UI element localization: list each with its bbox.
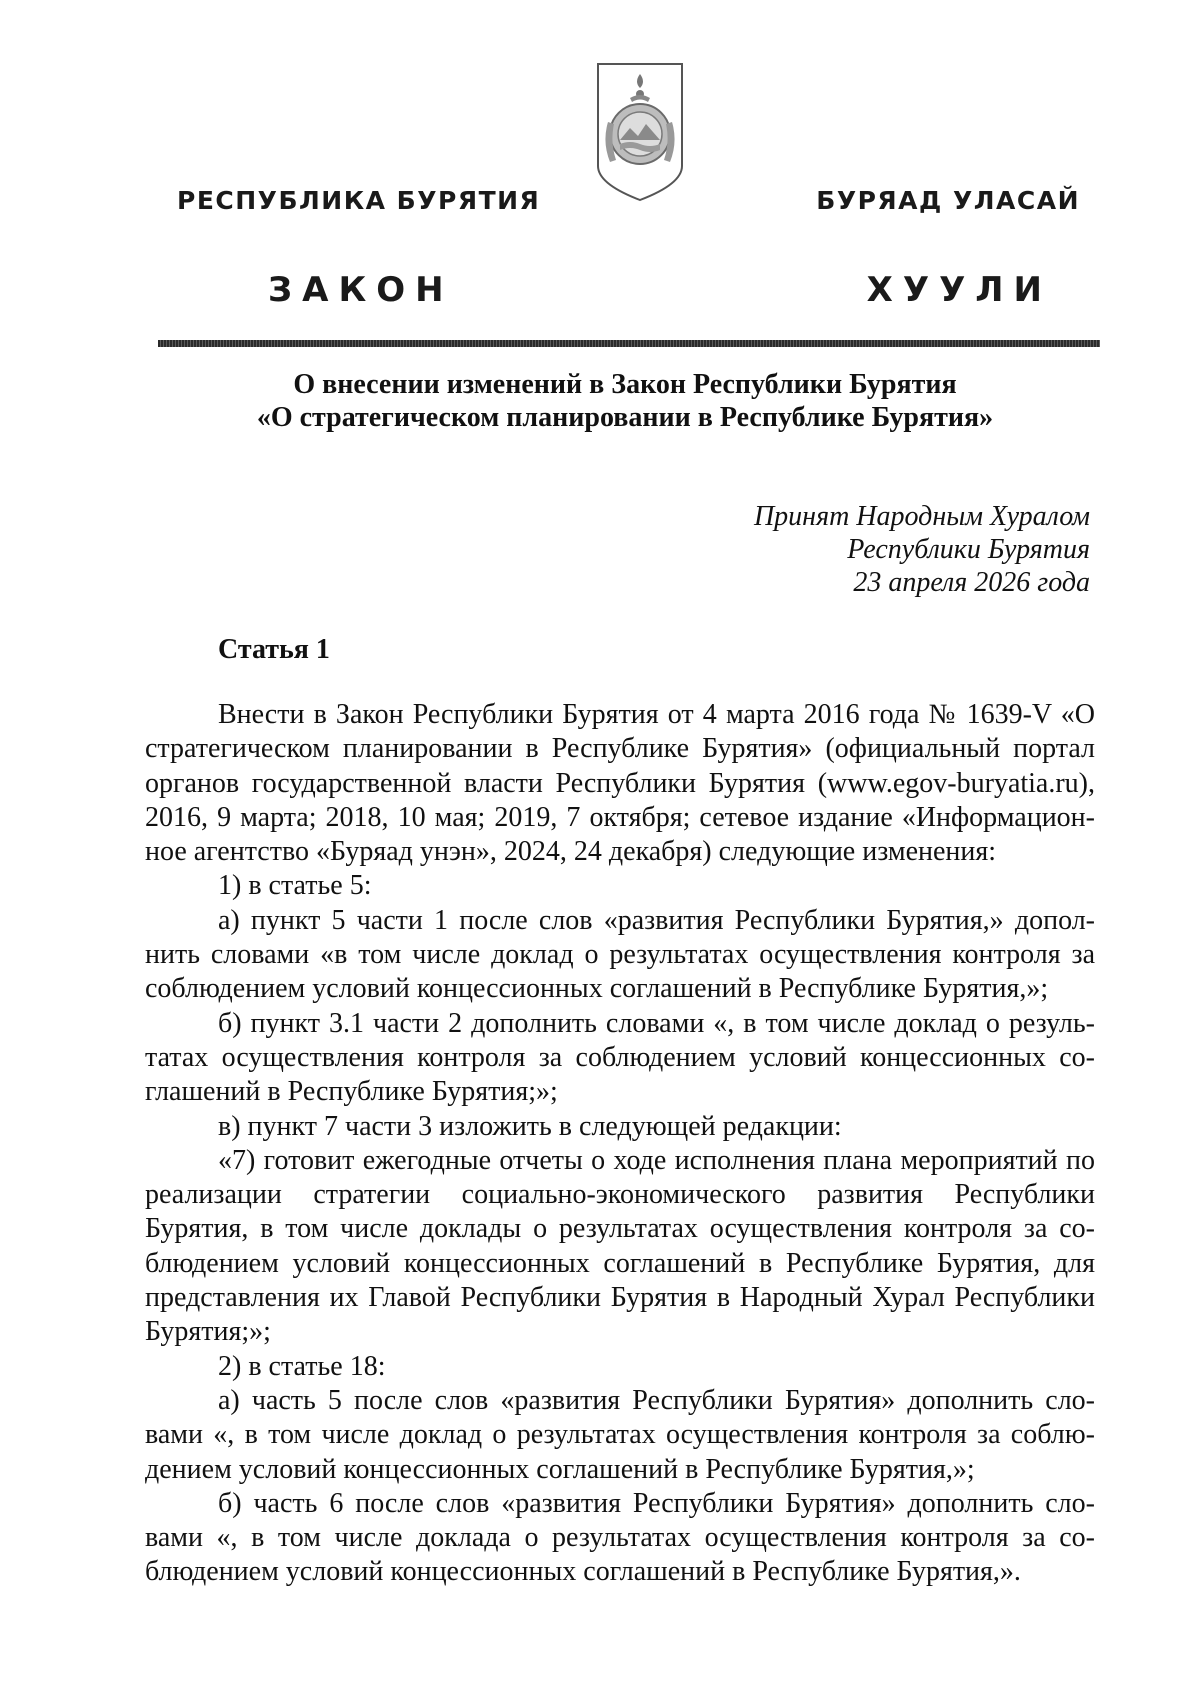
law-label-buryat: ХУУЛИ bbox=[866, 270, 1052, 310]
paragraph: а) пункт 5 части 1 после слов «развития Республики Бурятия,» дополнить словами «в том числе доклад о результатах осуществления контроля за соблюдением условий концессионных соглашений в Республике Бурятия,»; bbox=[145, 904, 1095, 1005]
header-divider bbox=[158, 340, 1100, 347]
title-line-1: О внесении изменений в Закон Республики Бурятия bbox=[293, 369, 957, 400]
adoption-line-1: Принят Народным Хуралом bbox=[753, 501, 1090, 532]
paragraph: 2) в статье 18: bbox=[218, 1350, 386, 1382]
paragraph: 1) в статье 5: bbox=[218, 870, 372, 902]
paragraph: а) часть 5 после слов «развития Республики Бурятия» дополнить словами «, в том числе доклад о результатах осуществления контроля за соблюдением условий концессионных соглашений в Республике Бурятия,»; bbox=[145, 1384, 1095, 1485]
adoption-note bbox=[754, 500, 1090, 599]
article-heading: Статья 1 bbox=[218, 634, 330, 665]
title-line-2: «О стратегическом планировании в Республике Бурятия» bbox=[256, 402, 994, 433]
law-label-russian: ЗАКОН bbox=[268, 270, 454, 310]
adoption-line-2: Республики Бурятия bbox=[847, 534, 1090, 565]
paragraph: б) часть 6 после слов «развития Республики Бурятия» дополнить словами «, в том числе доклада о результатах осуществления контроля за соблюдением условий концессионных соглашений в Республике Бурятия,». bbox=[145, 1487, 1095, 1588]
coat-of-arms-icon bbox=[594, 62, 686, 202]
republic-name-buryat: БУРЯАД УЛАСАЙ bbox=[816, 186, 1080, 215]
document-title bbox=[150, 368, 1100, 434]
article-body bbox=[145, 698, 1095, 1590]
paragraph: «7) готовит ежегодные отчеты о ходе исполнения плана мероприятий по реализации стратегии социально-экономического развития Республики Бурятия, в том числе доклады о результатах осуществления контроля за соблюдением условий концессионных соглашений в Республике Бурятия, для представления их Главой Республики Бурятия в Народный Хурал Республики Бурятия;»; bbox=[145, 1144, 1095, 1348]
adoption-date: 23 апреля 2026 года bbox=[853, 567, 1090, 598]
republic-name-russian: РЕСПУБЛИКА БУРЯТИЯ bbox=[177, 186, 541, 215]
paragraph: в) пункт 7 части 3 изложить в следующей редакции: bbox=[218, 1110, 842, 1142]
paragraph: б) пункт 3.1 части 2 дополнить словами «, в том числе доклад о результатах осуществления контроля за соблюдением условий концессионных соглашений в Республике Бурятия;»; bbox=[145, 1007, 1095, 1108]
paragraph: Внести в Закон Республики Бурятия от 4 марта 2016 года № 1639-V «О стратегическом планировании в Республике Бурятия» (официальный портал органов государственной власти Республики Бурятия (www.egov-buryatia.ru), 2016, 9 марта; 2018, 10 мая; 2019, 7 октября; сетевое издание «Информационное агентство «Буряад унэн», 2024, 24 декабря) следующие изменения: bbox=[145, 699, 1095, 868]
